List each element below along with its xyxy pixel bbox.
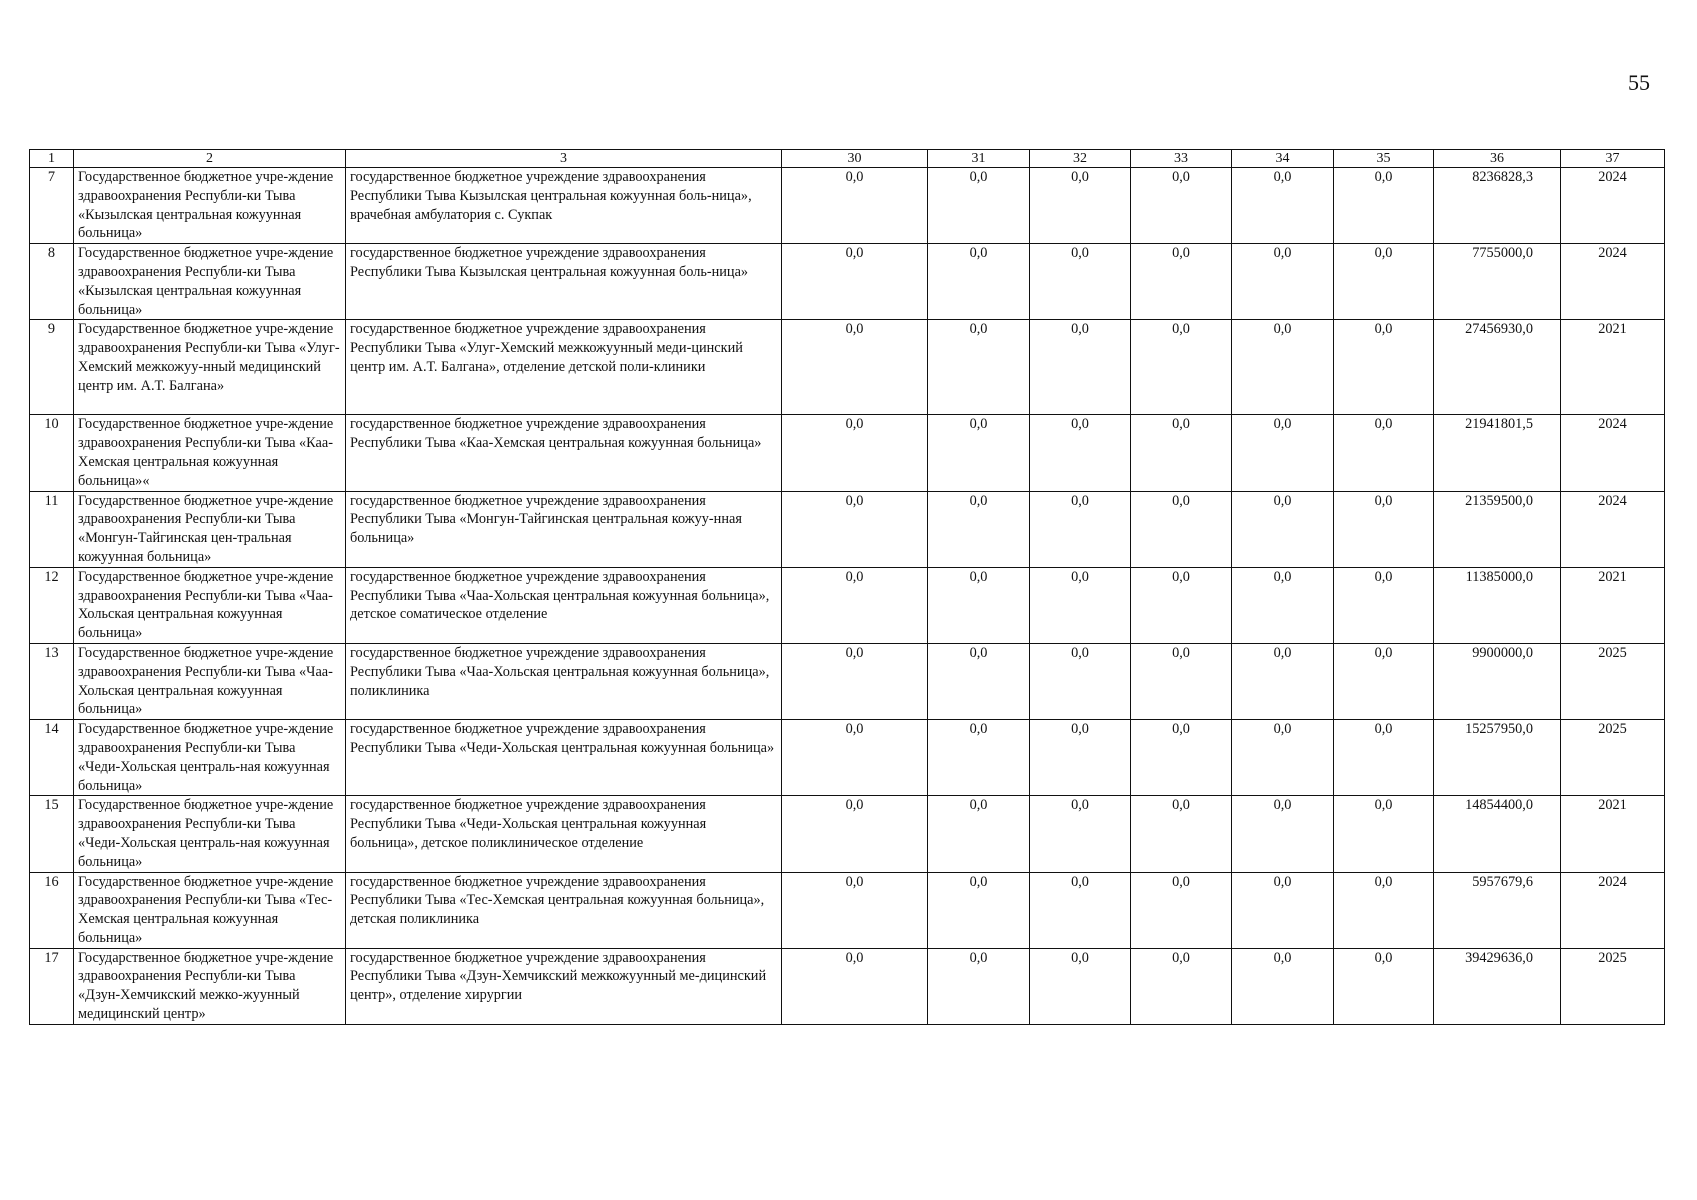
- value-cell: 0,0: [1334, 872, 1434, 948]
- organization-cell: Государственное бюджетное учре-ждение здравоохранения Республи-ки Тыва «Улуг-Хемский межкожуу-нный медицинский центр им. А.Т. Балгана»: [74, 320, 346, 415]
- amount-cell: 15257950,0: [1434, 720, 1561, 796]
- header-cell: 34: [1232, 150, 1334, 168]
- value-cell: 0,0: [928, 168, 1030, 244]
- header-cell: 31: [928, 150, 1030, 168]
- table-row: [30, 491, 1665, 567]
- value-cell: 0,0: [928, 720, 1030, 796]
- organization-cell: Государственное бюджетное учре-ждение здравоохранения Республи-ки Тыва «Каа-Хемская центральная кожуунная больница»«: [74, 415, 346, 491]
- amount-cell: 27456930,0: [1434, 320, 1561, 415]
- value-cell: 0,0: [1030, 491, 1131, 567]
- value-cell: 0,0: [1030, 168, 1131, 244]
- value-cell: 0,0: [1131, 244, 1232, 320]
- value-cell: 0,0: [1232, 244, 1334, 320]
- value-cell: 0,0: [782, 643, 928, 719]
- year-cell: 2021: [1561, 320, 1665, 415]
- value-cell: 0,0: [1131, 643, 1232, 719]
- value-cell: 0,0: [1334, 320, 1434, 415]
- value-cell: 0,0: [1232, 643, 1334, 719]
- year-cell: 2024: [1561, 491, 1665, 567]
- amount-cell: 5957679,6: [1434, 872, 1561, 948]
- header-cell: 36: [1434, 150, 1561, 168]
- object-cell: государственное бюджетное учреждение здравоохранения Республики Тыва Кызылская центральная кожуунная боль-ница»: [346, 244, 782, 320]
- value-cell: 0,0: [1334, 643, 1434, 719]
- object-cell: государственное бюджетное учреждение здравоохранения Республики Тыва «Дзун-Хемчикский межкожуунный ме-дицинский центр», отделение хирургии: [346, 948, 782, 1024]
- year-cell: 2025: [1561, 643, 1665, 719]
- value-cell: 0,0: [1030, 415, 1131, 491]
- table-row: [30, 948, 1665, 1024]
- value-cell: 0,0: [1030, 720, 1131, 796]
- header-row: [30, 150, 1665, 168]
- value-cell: 0,0: [1131, 796, 1232, 872]
- value-cell: 0,0: [928, 415, 1030, 491]
- value-cell: 0,0: [928, 491, 1030, 567]
- organization-cell: Государственное бюджетное учре-ждение здравоохранения Республи-ки Тыва «Чеди-Хольская централь-ная кожуунная больница»: [74, 720, 346, 796]
- value-cell: 0,0: [782, 491, 928, 567]
- header-cell: 1: [30, 150, 74, 168]
- value-cell: 0,0: [928, 320, 1030, 415]
- value-cell: 0,0: [1131, 415, 1232, 491]
- value-cell: 0,0: [928, 244, 1030, 320]
- header-cell: 33: [1131, 150, 1232, 168]
- row-number: 16: [30, 872, 74, 948]
- value-cell: 0,0: [1131, 948, 1232, 1024]
- amount-cell: 11385000,0: [1434, 567, 1561, 643]
- value-cell: 0,0: [1030, 872, 1131, 948]
- value-cell: 0,0: [1334, 948, 1434, 1024]
- amount-cell: 14854400,0: [1434, 796, 1561, 872]
- value-cell: 0,0: [782, 872, 928, 948]
- year-cell: 2021: [1561, 796, 1665, 872]
- value-cell: 0,0: [782, 415, 928, 491]
- object-cell: государственное бюджетное учреждение здравоохранения Республики Тыва «Чаа-Хольская центральная кожуунная больница», детское соматическое отделение: [346, 567, 782, 643]
- table-row: [30, 415, 1665, 491]
- header-cell: 35: [1334, 150, 1434, 168]
- object-cell: государственное бюджетное учреждение здравоохранения Республики Тыва «Монгун-Тайгинская центральная кожуу-нная больница»: [346, 491, 782, 567]
- header-cell: 30: [782, 150, 928, 168]
- object-cell: государственное бюджетное учреждение здравоохранения Республики Тыва Кызылская центральная кожуунная боль-ница», врачебная амбулатория с. Сукпак: [346, 168, 782, 244]
- value-cell: 0,0: [1334, 168, 1434, 244]
- row-number: 9: [30, 320, 74, 415]
- header-cell: 32: [1030, 150, 1131, 168]
- row-number: 15: [30, 796, 74, 872]
- value-cell: 0,0: [1131, 320, 1232, 415]
- year-cell: 2024: [1561, 872, 1665, 948]
- value-cell: 0,0: [928, 567, 1030, 643]
- table-row: [30, 796, 1665, 872]
- table-row: [30, 872, 1665, 948]
- object-cell: государственное бюджетное учреждение здравоохранения Республики Тыва «Каа-Хемская центральная кожуунная больница»: [346, 415, 782, 491]
- table-row: [30, 244, 1665, 320]
- value-cell: 0,0: [1030, 796, 1131, 872]
- year-cell: 2024: [1561, 168, 1665, 244]
- value-cell: 0,0: [1232, 491, 1334, 567]
- table-row: [30, 168, 1665, 244]
- value-cell: 0,0: [782, 567, 928, 643]
- value-cell: 0,0: [782, 796, 928, 872]
- value-cell: 0,0: [1334, 796, 1434, 872]
- value-cell: 0,0: [782, 948, 928, 1024]
- organization-cell: Государственное бюджетное учре-ждение здравоохранения Республи-ки Тыва «Чаа-Хольская центральная кожуунная больница»: [74, 567, 346, 643]
- value-cell: 0,0: [782, 168, 928, 244]
- row-number: 13: [30, 643, 74, 719]
- year-cell: 2025: [1561, 948, 1665, 1024]
- organization-cell: Государственное бюджетное учре-ждение здравоохранения Республи-ки Тыва «Чеди-Хольская централь-ная кожуунная больница»: [74, 796, 346, 872]
- value-cell: 0,0: [1232, 415, 1334, 491]
- row-number: 14: [30, 720, 74, 796]
- table-row: [30, 720, 1665, 796]
- row-number: 17: [30, 948, 74, 1024]
- value-cell: 0,0: [1030, 244, 1131, 320]
- value-cell: 0,0: [1131, 491, 1232, 567]
- value-cell: 0,0: [1334, 415, 1434, 491]
- amount-cell: 21359500,0: [1434, 491, 1561, 567]
- page-number: 55: [1628, 70, 1650, 95]
- value-cell: 0,0: [928, 948, 1030, 1024]
- object-cell: государственное бюджетное учреждение здравоохранения Республики Тыва «Чаа-Хольская центральная кожуунная больница», поликлиника: [346, 643, 782, 719]
- data-table: [29, 149, 1665, 1025]
- value-cell: 0,0: [1232, 872, 1334, 948]
- value-cell: 0,0: [1232, 320, 1334, 415]
- table-row: [30, 643, 1665, 719]
- value-cell: 0,0: [1131, 872, 1232, 948]
- value-cell: 0,0: [1131, 168, 1232, 244]
- row-number: 11: [30, 491, 74, 567]
- value-cell: 0,0: [1131, 567, 1232, 643]
- amount-cell: 39429636,0: [1434, 948, 1561, 1024]
- row-number: 12: [30, 567, 74, 643]
- header-cell: 37: [1561, 150, 1665, 168]
- organization-cell: Государственное бюджетное учре-ждение здравоохранения Республи-ки Тыва «Тес-Хемская центральная кожуунная больница»: [74, 872, 346, 948]
- value-cell: 0,0: [782, 244, 928, 320]
- value-cell: 0,0: [1131, 720, 1232, 796]
- header-cell: 2: [74, 150, 346, 168]
- value-cell: 0,0: [1334, 720, 1434, 796]
- organization-cell: Государственное бюджетное учре-ждение здравоохранения Республи-ки Тыва «Чаа-Хольская центральная кожуунная больница»: [74, 643, 346, 719]
- amount-cell: 8236828,3: [1434, 168, 1561, 244]
- year-cell: 2025: [1561, 720, 1665, 796]
- table-row: [30, 567, 1665, 643]
- value-cell: 0,0: [1030, 320, 1131, 415]
- organization-cell: Государственное бюджетное учре-ждение здравоохранения Республи-ки Тыва «Кызылская центральная кожуунная больница»: [74, 244, 346, 320]
- row-number: 8: [30, 244, 74, 320]
- amount-cell: 21941801,5: [1434, 415, 1561, 491]
- year-cell: 2024: [1561, 415, 1665, 491]
- organization-cell: Государственное бюджетное учре-ждение здравоохранения Республи-ки Тыва «Кызылская центральная кожуунная больница»: [74, 168, 346, 244]
- year-cell: 2021: [1561, 567, 1665, 643]
- value-cell: 0,0: [782, 320, 928, 415]
- table-row: [30, 320, 1665, 415]
- value-cell: 0,0: [1232, 796, 1334, 872]
- value-cell: 0,0: [928, 796, 1030, 872]
- object-cell: государственное бюджетное учреждение здравоохранения Республики Тыва «Тес-Хемская центральная кожуунная больница», детская поликлиника: [346, 872, 782, 948]
- value-cell: 0,0: [1030, 948, 1131, 1024]
- row-number: 10: [30, 415, 74, 491]
- amount-cell: 7755000,0: [1434, 244, 1561, 320]
- value-cell: 0,0: [1030, 643, 1131, 719]
- value-cell: 0,0: [1334, 567, 1434, 643]
- object-cell: государственное бюджетное учреждение здравоохранения Республики Тыва «Чеди-Хольская центральная кожуунная больница»: [346, 720, 782, 796]
- value-cell: 0,0: [1232, 948, 1334, 1024]
- organization-cell: Государственное бюджетное учре-ждение здравоохранения Республи-ки Тыва «Монгун-Тайгинская цен-тральная кожуунная больница»: [74, 491, 346, 567]
- value-cell: 0,0: [1232, 720, 1334, 796]
- value-cell: 0,0: [782, 720, 928, 796]
- object-cell: государственное бюджетное учреждение здравоохранения Республики Тыва «Чеди-Хольская центральная кожуунная больница», детское поликлиническое отделение: [346, 796, 782, 872]
- value-cell: 0,0: [1030, 567, 1131, 643]
- value-cell: 0,0: [928, 872, 1030, 948]
- header-cell: 3: [346, 150, 782, 168]
- amount-cell: 9900000,0: [1434, 643, 1561, 719]
- row-number: 7: [30, 168, 74, 244]
- organization-cell: Государственное бюджетное учре-ждение здравоохранения Республи-ки Тыва «Дзун-Хемчикский межко-жуунный медицинский центр»: [74, 948, 346, 1024]
- value-cell: 0,0: [1232, 567, 1334, 643]
- value-cell: 0,0: [1334, 491, 1434, 567]
- value-cell: 0,0: [1334, 244, 1434, 320]
- value-cell: 0,0: [928, 643, 1030, 719]
- value-cell: 0,0: [1232, 168, 1334, 244]
- year-cell: 2024: [1561, 244, 1665, 320]
- object-cell: государственное бюджетное учреждение здравоохранения Республики Тыва «Улуг-Хемский межкожуунный меди-цинский центр им. А.Т. Балгана», отделение детской поли-клиники: [346, 320, 782, 415]
